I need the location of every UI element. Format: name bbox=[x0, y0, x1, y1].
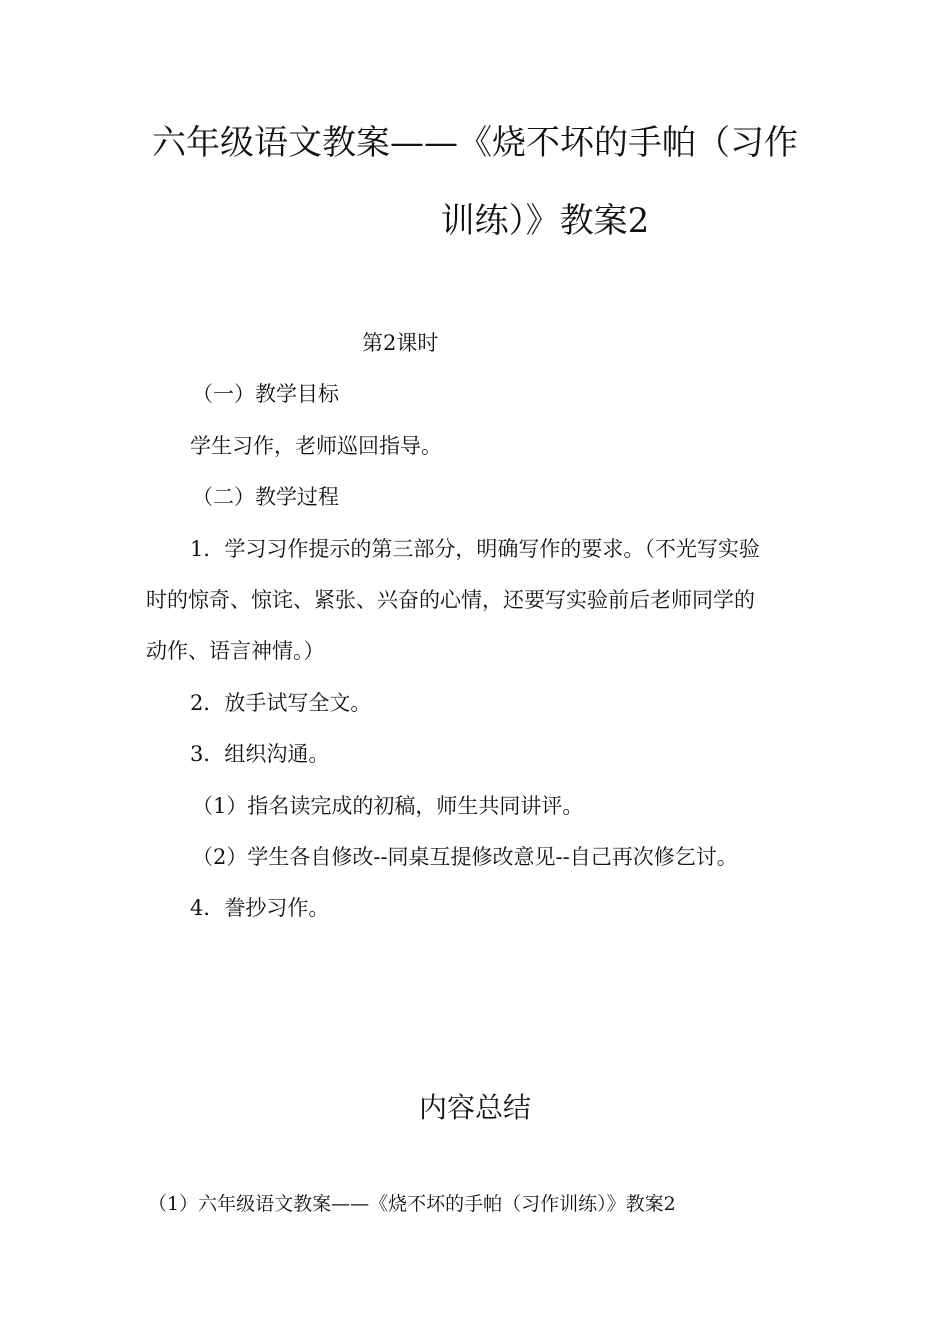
title-line-1: 六年级语文教案——《烧不坏的手帕（习作 bbox=[152, 123, 798, 163]
step-3-sub-2: （2）学生各自修改--同桌互提修改意见--自己再次修乞讨。 bbox=[192, 845, 738, 869]
step-3-sub-1: （1）指名读完成的初稿，师生共同讲评。 bbox=[192, 794, 584, 818]
step-1-line-3: 动作、语言神情。） bbox=[146, 639, 325, 663]
step-3: 3．组织沟通。 bbox=[190, 742, 330, 766]
summary-item-1: （1）六年级语文教案——《烧不坏的手帕（习作训练）》教案2 bbox=[148, 1193, 676, 1215]
section-2-heading: （二）教学过程 bbox=[192, 485, 339, 509]
lesson-label: 第2课时 bbox=[362, 331, 439, 355]
title-line-2: 训练）》教案2 bbox=[440, 201, 650, 241]
step-4: 4．誊抄习作。 bbox=[190, 896, 330, 920]
summary-heading: 内容总结 bbox=[418, 1091, 531, 1124]
section-1-text: 学生习作，老师巡回指导。 bbox=[190, 434, 442, 458]
step-2: 2．放手试写全文。 bbox=[190, 691, 372, 715]
step-1-line-2: 时的惊奇、惊诧、紧张、兴奋的心情，还要写实验前后老师同学的 bbox=[146, 588, 755, 612]
section-1-heading: （一）教学目标 bbox=[192, 382, 339, 406]
step-1-line-1: 1．学习习作提示的第三部分，明确写作的要求。（不光写实验 bbox=[190, 537, 760, 561]
